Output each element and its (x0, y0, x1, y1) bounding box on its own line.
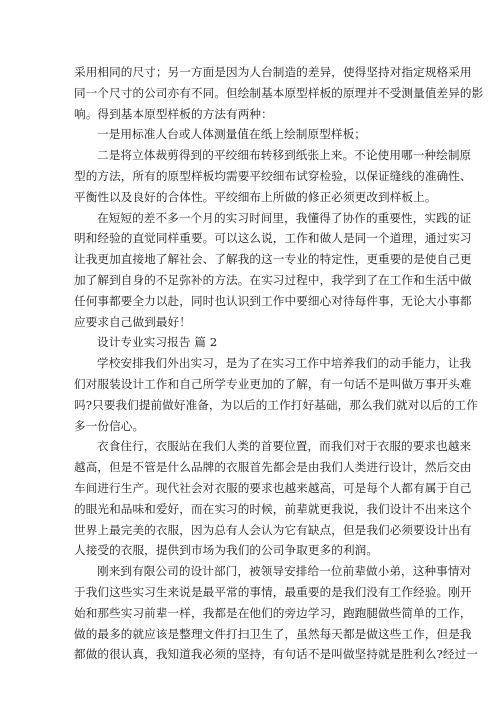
text-line: 们对服装设计工作和自己所学专业更加的了解，有一句话不是叫做万事开头难 (74, 376, 472, 391)
paragraph-5 (74, 561, 478, 665)
text-line: 在短短的差不多一个月的实习时间里，我懂得了协作的重要性，实践的证 (97, 210, 472, 225)
text-line: 学校安排我们外出实习，是为了在实习工作中培养我们的动手能力，让我 (97, 356, 472, 371)
text-line: 一是用标准人台或人体测量值在纸上绘制原型样板； (97, 127, 366, 142)
text-line: 吗?只要我们提前做好准备，为以后的工作打好基础，那么我们就对以后的工作 (74, 397, 478, 412)
method-2 (74, 145, 472, 207)
text-line: 刚来到有限公司的设计部门，被领导安排给一位前辈做小弟，这种事情对 (97, 564, 472, 579)
paragraph-4 (74, 436, 472, 561)
paragraph-3 (74, 353, 478, 436)
text-line: 多一份信心。 (74, 418, 145, 433)
text-line: 世界上最完美的衣服，因为总有人会认为它有缺点，但是我们必须要设计出有 (74, 522, 472, 537)
text-line: 采用相同的尺寸；另一方面是因为人台制造的差异，使得坚持对指定规格采用 (74, 65, 472, 79)
document-page (74, 62, 484, 665)
text-line: 做的最多的就应该是整理文件打扫卫生了，虽然每天都是做这些工作，但是我 (74, 626, 472, 641)
text-line: 始和那些实习前辈一样，我都是在他们的旁边学习，跑跑腿做些简单的工作， (74, 605, 472, 620)
text-line: 车间进行生产。现代社会对衣服的要求也越来越高，可是每个人都有属于自己 (74, 480, 472, 495)
text-line: 响。得到基本原型样板的方法有两种： (74, 106, 273, 121)
method-1 (74, 124, 428, 145)
paragraph-1 (74, 62, 484, 124)
text-line: 加了解到自身的不足弥补的方法。在实习过程中，我学到了在工作和生活中做 (74, 272, 472, 287)
section-heading: 设计专业实习报告 篇 2 (97, 335, 218, 350)
text-line: 让我更加直接地了解社会、了解我的这一专业的特定性，更重要的是使自己更 (74, 252, 472, 267)
section-title (74, 332, 428, 353)
text-line: 越高，但是不管是什么品牌的衣服首先都会是由我们人类进行设计，然后交由 (74, 460, 472, 475)
text-line: 同一个尺寸的公司亦有不同。但绘制基本原型样板的原理并不受测量值差异的影 (74, 85, 484, 100)
text-line: 的眼光和品味和爱好，而在实习的时候，前辈就更我说，我们设计不出来这个 (74, 501, 472, 516)
text-line: 应要求自己做到最好！ (74, 314, 191, 329)
text-line: 人接受的衣服，提供到市场为我们的公司争取更多的利润。 (74, 543, 379, 558)
text-line: 型的方法，所有的原型样板均需要平绞细布试穿检验，以保证缝线的准确性、 (74, 168, 472, 183)
text-line: 任何事都要全力以赴，同时也认识到工作中要细心对待每件事，无论大小事都 (74, 293, 472, 308)
text-line: 都做的很认真，我知道我必须的坚持，有句话不是叫做坚持就是胜利么?经过一 (74, 647, 478, 662)
text-line: 衣食住行，衣服站在我们人类的首要位置，而我们对于衣服的要求也越来 (97, 439, 472, 454)
text-line: 明和经验的直觉同样重要。可以这么说，工作和做人是同一个道理，通过实习 (74, 231, 472, 246)
text-line: 于我们这些实习生来说是最平常的事情，最重要的是我们没有工作经验。刚开 (74, 584, 472, 599)
paragraph-2 (74, 208, 472, 333)
text-line: 二是将立体裁剪得到的平绞细布转移到纸张上来。不论使用哪一种绘制原 (97, 148, 472, 163)
text-line: 平衡性以及良好的合体性。平绞细布上所做的修正必须更改到样板上。 (74, 189, 437, 204)
